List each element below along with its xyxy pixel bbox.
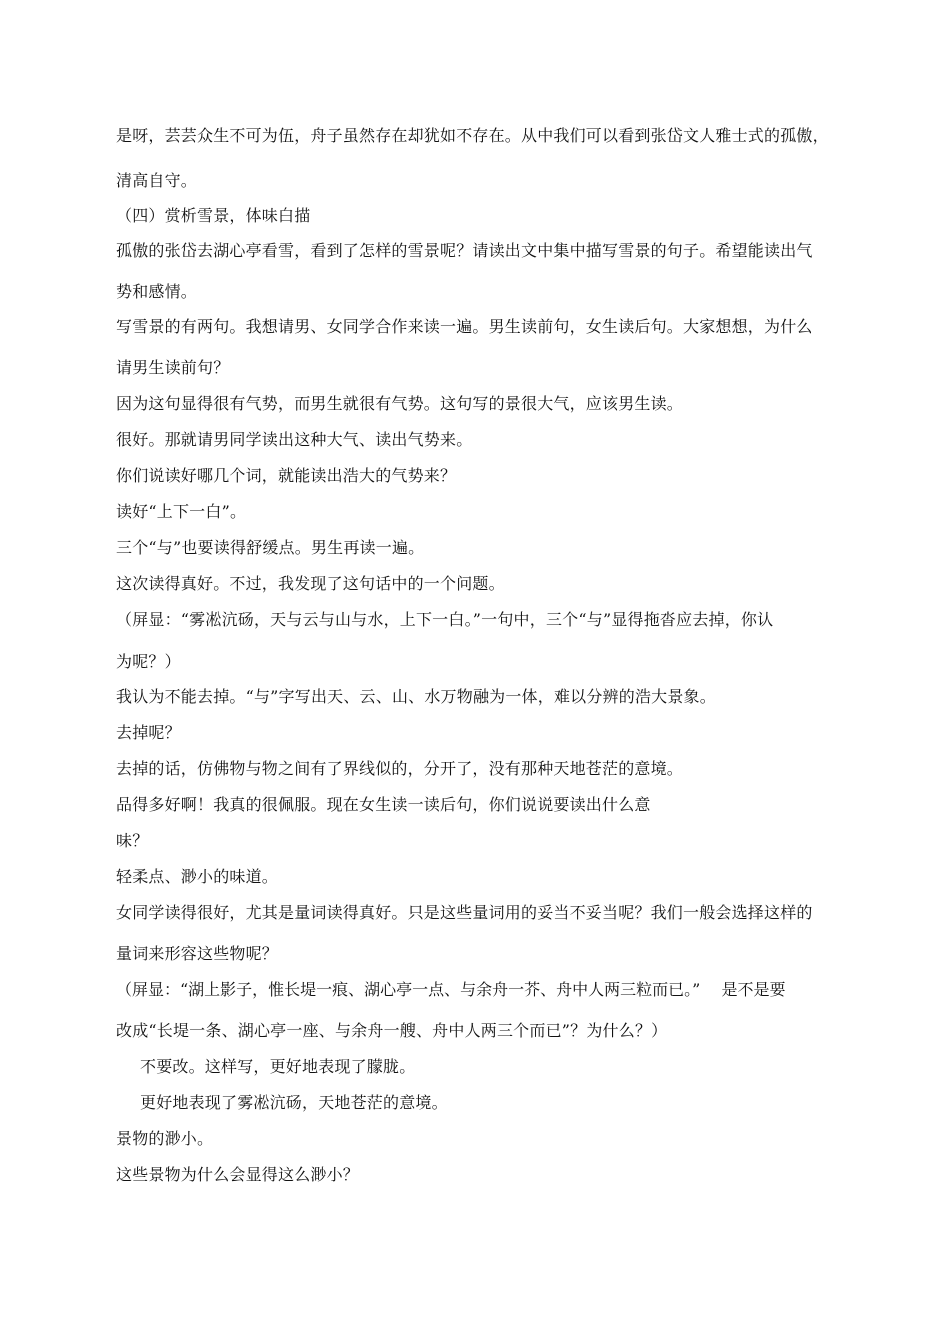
paragraph-line: 轻柔点、渺小的味道。 [116, 867, 279, 886]
paragraph-line: 不要改。这样写，更好地表现了朦胧。 [140, 1057, 416, 1076]
paragraph-line: 读好“上下一白”。 [116, 502, 247, 521]
paragraph-line: 品得多好啊！我真的很佩服。现在女生读一读后句，你们说说要读出什么意 [116, 795, 651, 814]
paragraph-line: 女同学读得很好，尤其是量词读得真好。只是这些量词用的妥当不妥当呢？我们一般会选择这样的 [116, 903, 813, 922]
paragraph-line: 势和感情。 [116, 282, 198, 301]
paragraph-line: 三个“与”也要读得舒缓点。男生再读一遍。 [116, 538, 425, 557]
paragraph-line: 你们说读好哪几个词，就能读出浩大的气势来？ [116, 466, 457, 485]
paragraph-line: 是呀，芸芸众生不可为伍，舟子虽然存在却犹如不存在。从中我们可以看到张岱文人雅士式的孤傲， [116, 126, 829, 145]
paragraph-line: 味？ [116, 831, 149, 850]
paragraph-line: 我认为不能去掉。“与”字写出天、云、山、水万物融为一体，难以分辨的浩大景象。 [116, 687, 716, 706]
paragraph-line: 去掉的话，仿佛物与物之间有了界线似的，分开了，没有那种天地苍茫的意境。 [116, 759, 684, 778]
paragraph-line: 孤傲的张岱去湖心亭看雪，看到了怎样的雪景呢？请读出文中集中描写雪景的句子。希望能读出气 [116, 241, 813, 260]
paragraph-line: 为呢？） [116, 652, 181, 671]
paragraph-line: 很好。那就请男同学读出这种大气、读出气势来。 [116, 430, 473, 449]
paragraph-line: 量词来形容这些物呢？ [116, 944, 279, 963]
paragraph-line: 这次读得真好。不过，我发现了这句话中的一个问题。 [116, 574, 505, 593]
paragraph-line: （屏显：“雾凇沆砀，天与云与山与水，上下一白。”一句中，三个“与”显得拖沓应去掉，你认 [116, 610, 774, 629]
paragraph-line: 更好地表现了雾凇沆砀，天地苍茫的意境。 [140, 1093, 448, 1112]
paragraph-line: 改成“长堤一条、湖心亭一座、与余舟一艘、舟中人两三个而已”？为什么？） [116, 1021, 668, 1040]
paragraph-line: 因为这句显得很有气势，而男生就很有气势。这句写的景很大气，应该男生读。 [116, 394, 684, 413]
paragraph-line: 这些景物为什么会显得这么渺小？ [116, 1165, 360, 1184]
section-heading: （四）赏析雪景，体味白描 [116, 206, 311, 225]
paragraph-line: 去掉呢？ [116, 723, 181, 742]
paragraph-line: 景物的渺小。 [116, 1129, 214, 1148]
paragraph-line: 清高自守。 [116, 171, 198, 190]
paragraph-line: （屏显：“湖上影子，惟长堤一痕、湖心亭一点、与余舟一芥、舟中人两三粒而已。” 是不是要 [116, 980, 786, 999]
paragraph-line: 请男生读前句？ [116, 358, 230, 377]
paragraph-line: 写雪景的有两句。我想请男、女同学合作来读一遍。男生读前句，女生读后句。大家想想，为什么 [116, 317, 813, 336]
